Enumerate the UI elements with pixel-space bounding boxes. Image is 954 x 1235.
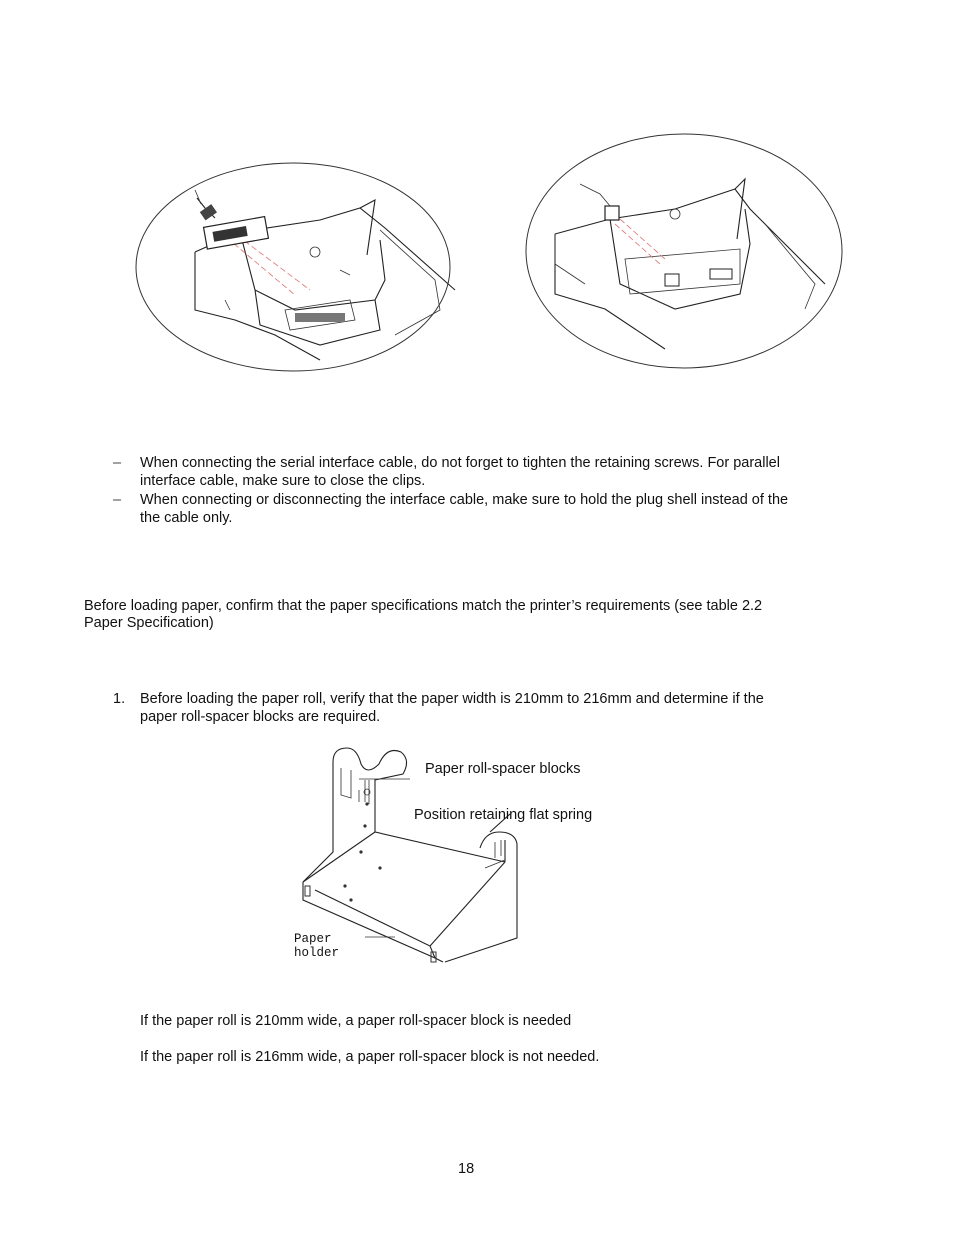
label-paper-holder-line2: holder [294,946,340,960]
bullet-text-line: When connecting or disconnecting the interface cable, make sure to hold the plug shell instead of the [140,492,789,508]
step-text-line: paper roll-spacer blocks are required. [140,709,381,725]
bullet-text-line: the cable only. [140,510,233,526]
paragraph-line: Paper Specification) [84,615,214,631]
label-flat-spring: Position retaining flat spring [414,807,593,823]
label-spacer-blocks: Paper roll-spacer blocks [425,761,581,777]
step-text-line: Before loading the paper roll, verify that the paper width is 210mm to 216mm and determine if the [140,691,764,707]
label-paper-holder-line1: Paper [294,932,332,946]
page-number: 18 [458,1161,475,1177]
bullet-marker: – [113,492,122,508]
bullet-text-line: When connecting the serial interface cable, do not forget to tighten the retaining screws. For parallel [140,455,780,471]
bullet-text-line: interface cable, make sure to close the clips. [140,473,426,489]
step-number: 1. [113,691,126,707]
bullet-marker: – [113,455,122,471]
paragraph-line: Before loading paper, confirm that the paper specifications match the printer’s requirements (see table 2.2 [84,598,763,614]
note-210mm: If the paper roll is 210mm wide, a paper roll-spacer block is needed [140,1013,572,1029]
parallel-cable-illustration [135,160,455,405]
note-216mm: If the paper roll is 216mm wide, a paper roll-spacer block is not needed. [140,1049,600,1065]
serial-cable-illustration [525,134,845,374]
